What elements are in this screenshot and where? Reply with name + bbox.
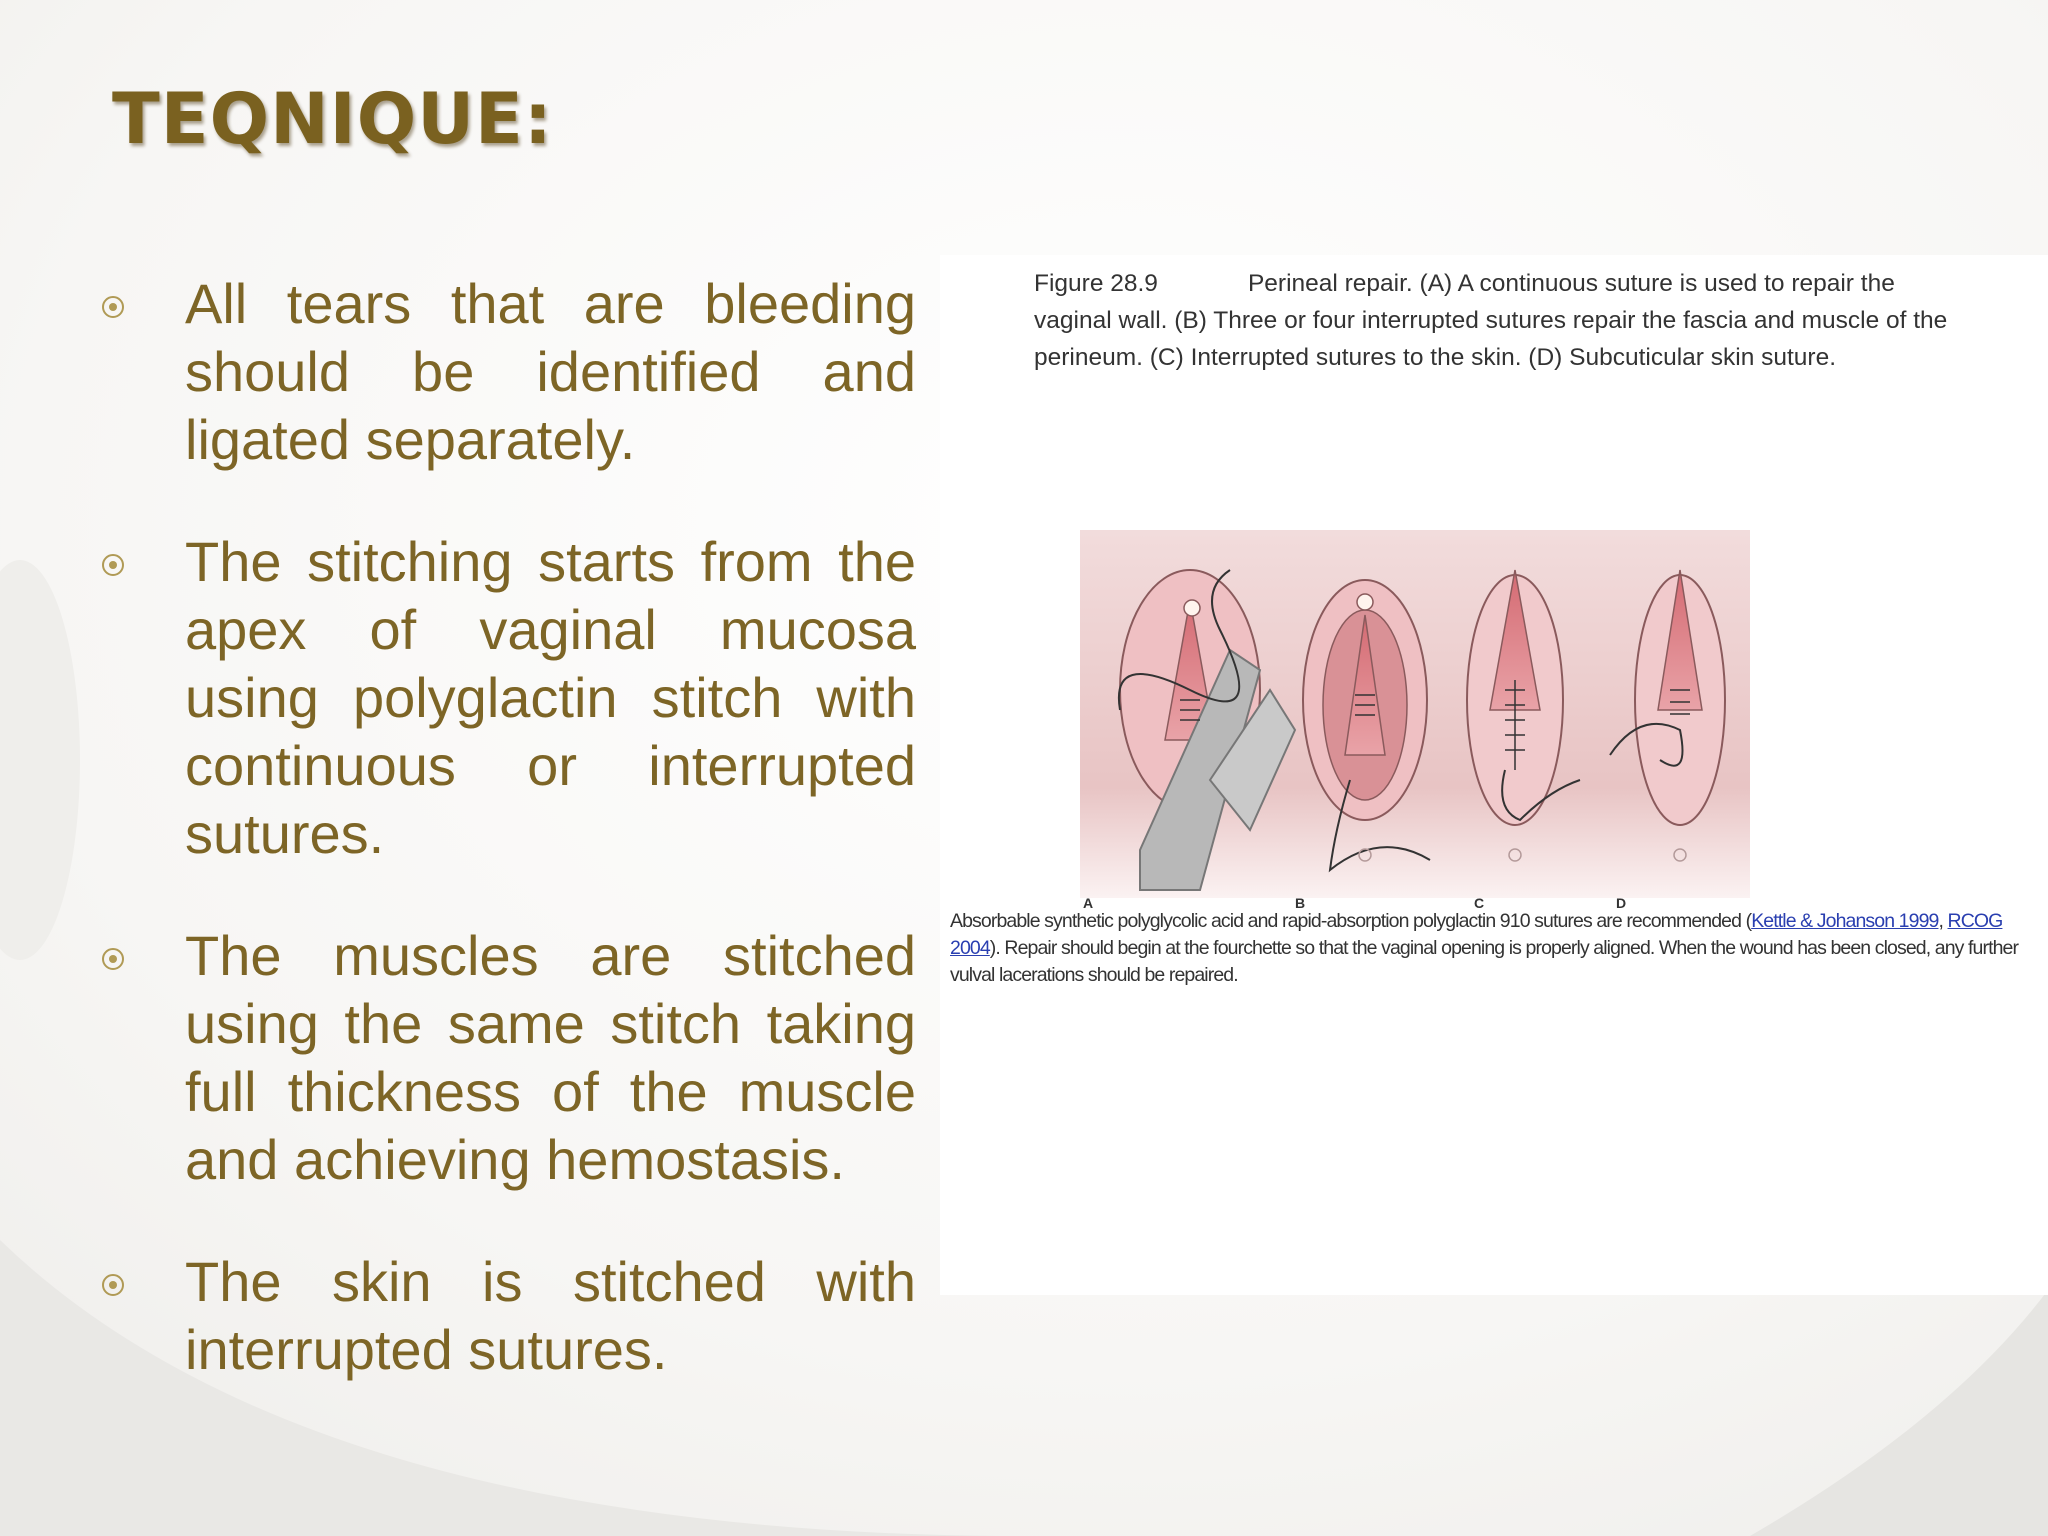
bullet-text: All tears that are bleeding should be identified and ligated separately. (185, 272, 916, 471)
slide-title: TEQNIQUE: (112, 78, 553, 160)
figure-caption (1034, 265, 1964, 376)
bullet-text: The skin is stitched with interrupted sutures. (185, 1250, 916, 1381)
panel-letter-c: C (1474, 895, 1485, 911)
figure-description (950, 908, 2040, 989)
reference-link-kettle-johanson[interactable]: Kettle & Johanson 1999 (1751, 910, 1939, 932)
description-text-start: Absorbable synthetic polyglycolic acid and rapid-absorption polyglactin 910 sutures are recommended ( (950, 910, 1752, 932)
bullet-item (100, 922, 916, 1194)
bullet-text: The muscles are stitched using the same stitch taking full thickness of the muscle and achieving hemostasis. (185, 924, 916, 1191)
figure-label: Figure 28.9 (1034, 270, 1158, 297)
panel-letter-b: B (1295, 895, 1306, 911)
panel-letter-d: D (1616, 895, 1627, 911)
bullet-text: The stitching starts from the apex of vaginal mucosa using polyglactin stitch with continuous or interrupted sutures. (185, 530, 916, 865)
figure-caption-text: Perineal repair. (A) A continuous suture is used to repair the vaginal wall. (B) Three or four interrupted sutures repair the fascia and muscle of the perineum. (C) Interrupted sutures to the skin. (D) Subcuticular skin suture. (1034, 270, 1948, 371)
circled-dot-icon (102, 554, 124, 576)
perineal-repair-illustration (1080, 530, 1750, 898)
circled-dot-icon (102, 948, 124, 970)
reference-separator: , (1938, 910, 1948, 932)
figure-panel (940, 255, 2048, 1295)
bullet-item (100, 1248, 916, 1384)
circled-dot-icon (102, 1274, 124, 1296)
panel-letter-a: A (1083, 895, 1094, 911)
reference-link-rcog[interactable]: RCOG 2004 (950, 910, 2003, 959)
bullet-item (100, 270, 916, 474)
bullet-list (100, 270, 916, 1438)
bullet-item (100, 528, 916, 868)
description-text-end: ). Repair should begin at the fourchette so that the vaginal opening is properly aligned. When the wound has been closed, any further vulval lacerations should be repaired. (950, 937, 2019, 986)
circled-dot-icon (102, 296, 124, 318)
